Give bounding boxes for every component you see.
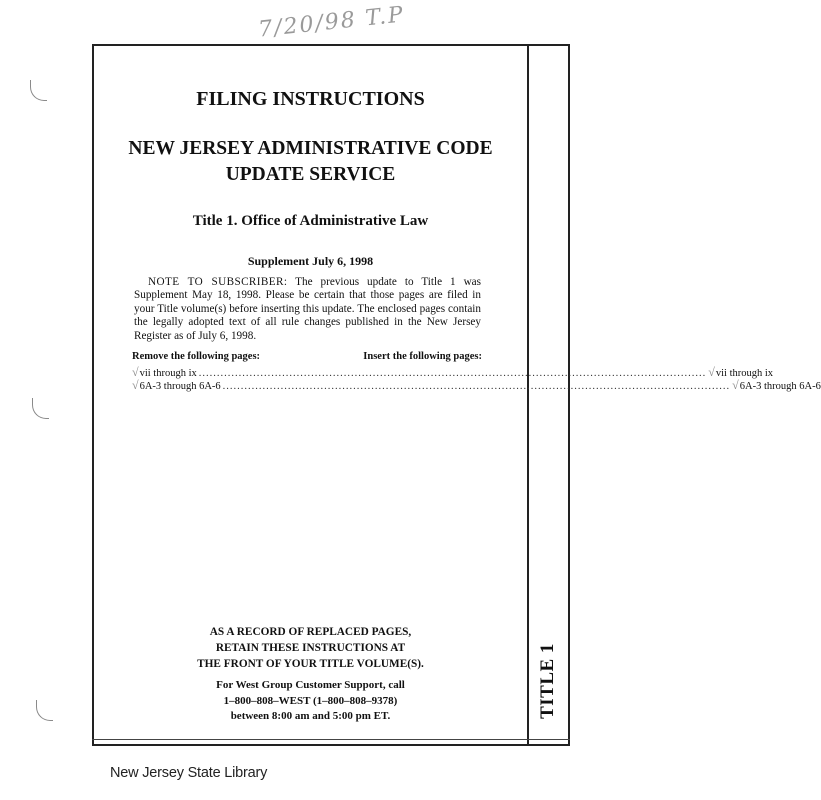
dot-leader: ............................................................................................................................................ (198, 368, 707, 379)
note-lead: NOTE TO SUBSCRIBER: (148, 276, 288, 288)
checkmark-icon: √ (132, 378, 139, 392)
service-title (94, 136, 527, 188)
checkmark-icon: √ (708, 365, 715, 379)
record-line: THE FRONT OF YOUR TITLE VOLUME(S). (197, 658, 424, 670)
record-line: RETAIN THESE INSTRUCTIONS AT (215, 642, 406, 654)
page-title: FILING INSTRUCTIONS (196, 88, 425, 110)
table-row (132, 365, 774, 379)
tab-divider (527, 46, 529, 744)
checkmark-icon: √ (732, 378, 739, 392)
tab-label: TITLE 1 (537, 643, 558, 719)
service-title-line-1: NEW JERSEY ADMINISTRATIVE CODE (128, 138, 493, 159)
remove-pages: 6A-3 through 6A-6 (139, 381, 221, 392)
subscriber-note (134, 276, 481, 343)
record-notice (94, 624, 527, 672)
page-replacement-table (132, 351, 821, 392)
record-line: AS A RECORD OF REPLACED PAGES, (209, 626, 412, 638)
binder-hole-middle (32, 398, 49, 419)
remove-header: Remove the following pages: (132, 351, 261, 362)
customer-support (94, 678, 527, 725)
sheet-content (94, 46, 821, 744)
support-phone: 1–800–808–WEST (1–800–808–9378) (223, 694, 398, 707)
library-stamp: New Jersey State Library (110, 765, 268, 781)
insert-pages: 6A-3 through 6A-6 (739, 381, 821, 392)
insert-pages: vii through ix (715, 368, 774, 379)
dot-leader: ............................................................................................................................................ (222, 381, 731, 392)
instruction-sheet-frame (92, 44, 821, 746)
remove-pages: vii through ix (139, 368, 197, 379)
title-heading: Title 1. Office of Administrative Law (192, 213, 429, 229)
title-tab (534, 636, 562, 726)
checkmark-icon: √ (132, 365, 139, 379)
support-hours: between 8:00 am and 5:00 pm ET. (230, 710, 391, 722)
note-body: The previous update to Title 1 was Supplement May 18, 1998. Please be certain that those pages are filed in your Title volume(s) before inserting this update. The enclosed pages contain the legally adopted text of all rule changes published in the New Jersey Register as of July 6, 1998. (134, 276, 481, 342)
table-row (132, 378, 821, 392)
supplement-date: Supplement July 6, 1998 (247, 254, 374, 268)
binder-hole-bottom (36, 700, 53, 721)
binder-hole-top (30, 80, 47, 101)
service-title-line-2: UPDATE SERVICE (225, 164, 396, 185)
support-line: For West Group Customer Support, call (216, 679, 405, 691)
table-header (132, 351, 482, 362)
insert-header: Insert the following pages: (363, 351, 482, 362)
handwritten-date: 7/20/98 T.P (257, 2, 406, 43)
